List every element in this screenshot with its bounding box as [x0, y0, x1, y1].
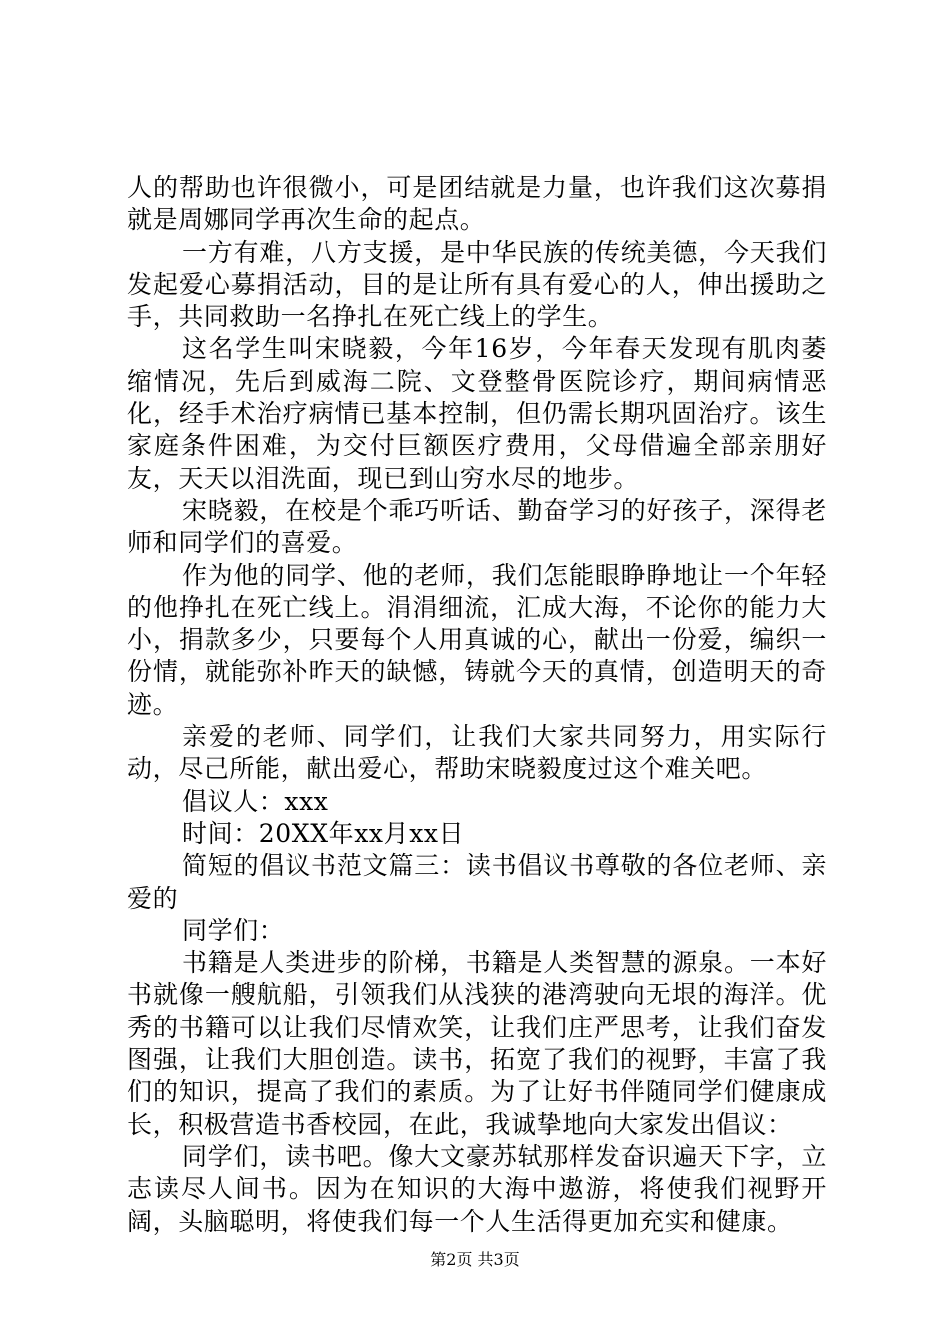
- paragraph: 宋晓毅，在校是个乖巧听话、勤奋学习的好孩子，深得老师和同学们的喜爱。: [127, 495, 827, 558]
- paragraph: 同学们，读书吧。像大文豪苏轼那样发奋识遍天下字，立志读尽人间书。因为在知识的大海中遨游，将使我们视野开阔，头脑聪明，将使我们每一个人生活得更加充实和健康。: [127, 1141, 827, 1236]
- salutation: 同学们：: [182, 915, 285, 945]
- proposer-line: 倡议人：xxx: [182, 786, 329, 816]
- paragraph: 人的帮助也许很微小，可是团结就是力量，也许我们这次募捐就是周娜同学再次生命的起点。: [127, 173, 827, 235]
- paragraph: 这名学生叫宋晓毅，今年16岁，今年春天发现有肌肉萎缩情况，先后到威海二院、文登整骨医院诊疗，期间病情恶化，经手术治疗病情已基本控制，但仍需长期巩固治疗。该生家庭条件困难，为交付巨额医疗费用，父母借遍全部亲朋好友，天天以泪洗面，现已到山穷水尽的地步。: [127, 334, 827, 493]
- paragraph: 亲爱的老师、同学们，让我们大家共同努力，用实际行动，尽己所能，献出爱心，帮助宋晓毅度过这个难关吧。: [127, 722, 827, 784]
- page-number-footer: 第2页 共3页: [430, 1250, 520, 1269]
- paragraph: 一方有难，八方支援，是中华民族的传统美德，今天我们发起爱心募捐活动，目的是让所有具有爱心的人，伸出援助之手，共同救助一名挣扎在死亡线上的学生。: [127, 237, 827, 332]
- document-body: [127, 172, 827, 1238]
- paragraph: 作为他的同学、他的老师，我们怎能眼睁睁地让一个年轻的他挣扎在死亡线上。涓涓细流，汇成大海，不论你的能力大小，捐款多少，只要每个人用真诚的心，献出一份爱，编织一份情，就能弥补昨天的缺憾，铸就今天的真情，创造明天的奇迹。: [127, 560, 827, 719]
- paragraph: 书籍是人类进步的阶梯，书籍是人类智慧的源泉。一本好书就像一艘航船，引领我们从浅狭的港湾驶向无垠的海洋。优秀的书籍可以让我们尽情欢笑，让我们庄严思考，让我们奋发图强，让我们大胆创造。读书，拓宽了我们的视野，丰富了我们的知识，提高了我们的素质。为了让好书伴随同学们健康成长，积极营造书香校园，在此，我诚挚地向大家发出倡议：: [127, 948, 827, 1139]
- date-line: 时间：20XX年xx月xx日: [182, 818, 465, 848]
- section-heading: 简短的倡议书范文篇三：读书倡议书尊敬的各位老师、亲爱的: [127, 851, 827, 913]
